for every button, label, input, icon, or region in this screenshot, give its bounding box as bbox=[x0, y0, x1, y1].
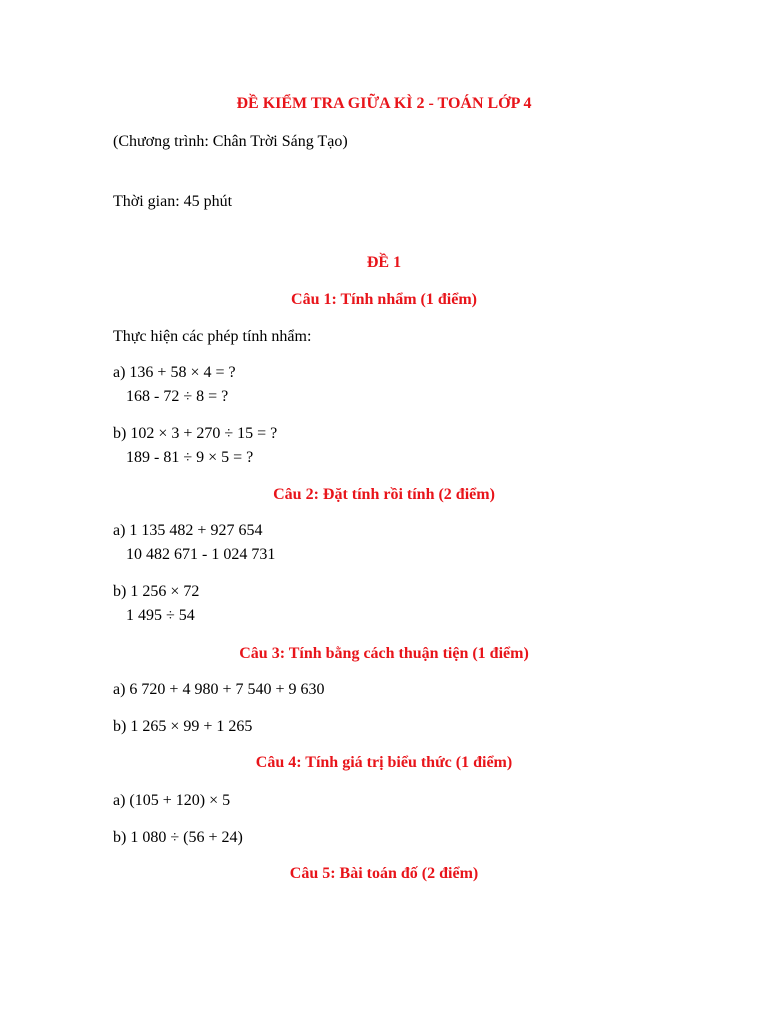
question-1-item-a-line2: 168 - 72 ÷ 8 = ? bbox=[126, 388, 229, 405]
question-2-item-b-line2: 1 495 ÷ 54 bbox=[126, 607, 195, 624]
time-note: Thời gian: 45 phút bbox=[113, 193, 233, 210]
question-3-item-b: b) 1 265 × 99 + 1 265 bbox=[113, 718, 253, 735]
question-1-intro: Thực hiện các phép tính nhẩm: bbox=[113, 328, 312, 345]
question-4-item-a: a) (105 + 120) × 5 bbox=[113, 792, 231, 809]
question-5-title: Câu 5: Bài toán đố (2 điểm) bbox=[289, 865, 479, 882]
document-title: ĐỀ KIỂM TRA GIỮA KÌ 2 - TOÁN LỚP 4 bbox=[236, 95, 532, 112]
exam-label: ĐỀ 1 bbox=[366, 254, 402, 271]
question-1-item-b-line1: b) 102 × 3 + 270 ÷ 15 = ? bbox=[113, 425, 278, 442]
question-4-title: Câu 4: Tính giá trị biểu thức (1 điểm) bbox=[255, 754, 513, 771]
question-1-item-b-line2: 189 - 81 ÷ 9 × 5 = ? bbox=[126, 449, 254, 466]
question-3-item-a: a) 6 720 + 4 980 + 7 540 + 9 630 bbox=[113, 681, 325, 698]
question-2-item-a-line2: 10 482 671 - 1 024 731 bbox=[126, 546, 276, 563]
program-note: (Chương trình: Chân Trời Sáng Tạo) bbox=[113, 133, 348, 150]
question-1-title: Câu 1: Tính nhẩm (1 điểm) bbox=[291, 291, 477, 308]
question-3-title: Câu 3: Tính bằng cách thuận tiện (1 điểm) bbox=[239, 645, 529, 662]
question-1-item-a-line1: a) 136 + 58 × 4 = ? bbox=[113, 364, 236, 381]
question-4-item-b: b) 1 080 ÷ (56 + 24) bbox=[113, 829, 243, 846]
question-2-title: Câu 2: Đặt tính rồi tính (2 điểm) bbox=[273, 486, 495, 503]
question-2-item-a-line1: a) 1 135 482 + 927 654 bbox=[113, 522, 263, 539]
question-2-item-b-line1: b) 1 256 × 72 bbox=[113, 583, 200, 600]
